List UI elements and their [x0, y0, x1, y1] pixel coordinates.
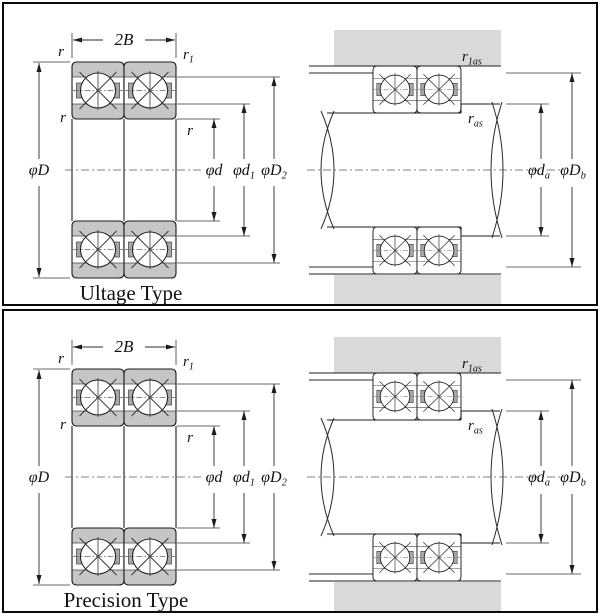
- label-r1as: $r_{1as}$: [462, 49, 482, 68]
- bearing-cell: [373, 66, 417, 113]
- label-phi-d1: $\varphi d_1$: [232, 469, 256, 489]
- panel-ultage: [2, 2, 598, 306]
- label-phi-Db: $\varphi D_b$: [560, 469, 586, 489]
- caption-ultage: Ultage Type: [79, 281, 183, 304]
- label-phi-Db: $\varphi D_b$: [560, 162, 586, 182]
- dimension-2b: [72, 30, 176, 58]
- label-ras: $r_{as}$: [468, 418, 483, 437]
- bearing-pair: [65, 369, 203, 585]
- bearing-cell: [373, 227, 417, 274]
- ultage-drawing: [4, 4, 596, 304]
- label-phi-da: $\varphi d_a$: [527, 162, 551, 182]
- label-phi-D: φD: [28, 162, 50, 179]
- housing-block-bottom: [334, 582, 501, 611]
- label-r1as: $r_{1as}$: [462, 356, 482, 375]
- label-phi-D2: $\varphi D_2$: [261, 162, 287, 182]
- bearing-cell: [72, 528, 124, 585]
- label-phi-D: φD: [28, 469, 50, 486]
- bearing-cell: [72, 221, 124, 278]
- bearing-cell: [72, 369, 124, 426]
- dimension-phi-da: [506, 411, 550, 543]
- label-phi-d: φd: [205, 469, 223, 486]
- section-view: [29, 337, 288, 611]
- caption-precision: Precision Type: [63, 588, 189, 611]
- dimension-phi-D: [29, 62, 70, 278]
- label-r-bore: r: [187, 430, 193, 446]
- label-r-bore: r: [187, 123, 193, 139]
- bearing-cell: [124, 369, 176, 426]
- precision-drawing: [4, 311, 596, 611]
- dimension-phi-D: [29, 369, 70, 585]
- bearing-cell: [72, 62, 124, 119]
- panel-precision: [2, 309, 598, 613]
- label-phi-da: $\varphi d_a$: [527, 469, 551, 489]
- bearing-cell: [124, 62, 176, 119]
- label-phi-d: φd: [205, 162, 223, 179]
- bearing-pair: [65, 62, 203, 278]
- label-2b: 2B: [114, 30, 134, 49]
- label-r-left: r: [60, 417, 66, 433]
- housing-block-bottom: [334, 275, 501, 304]
- bearing-cell: [417, 534, 461, 581]
- bearing-cell: [417, 227, 461, 274]
- label-phi-d1: $\varphi d_1$: [232, 162, 256, 182]
- dimension-phi-da: [506, 104, 550, 236]
- label-r-top: r: [58, 44, 64, 60]
- bearing-cell: [124, 221, 176, 278]
- bearing-cell: [417, 66, 461, 113]
- bearing-cell: [124, 528, 176, 585]
- label-r1: $r_1$: [183, 354, 194, 373]
- label-r-top: r: [58, 351, 64, 367]
- mounting-view: [307, 30, 586, 304]
- label-ras: $r_{as}$: [468, 111, 483, 130]
- label-phi-D2: $\varphi D_2$: [261, 469, 287, 489]
- bearing-cell: [417, 373, 461, 420]
- label-r1: $r_1$: [183, 47, 194, 66]
- label-r-left: r: [60, 110, 66, 126]
- label-2b: 2B: [114, 337, 134, 356]
- dimension-2b: [72, 337, 176, 365]
- mounting-view: [307, 337, 586, 611]
- bearing-cell: [373, 373, 417, 420]
- section-view: [29, 30, 288, 304]
- bearing-cell: [373, 534, 417, 581]
